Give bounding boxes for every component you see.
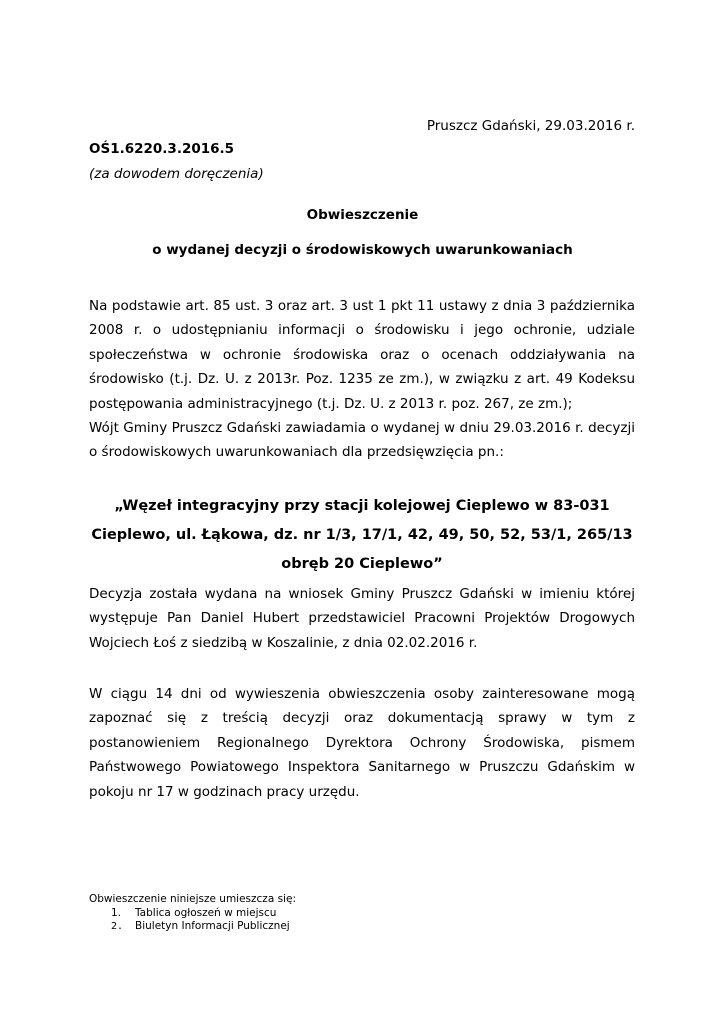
legal-basis-paragraph [89, 294, 635, 465]
list-item [89, 907, 296, 921]
place-date: Pruszcz Gdański, 29.03.2016 r. [426, 118, 635, 134]
list-item-text: Biuletyn Informacji Publicznej [135, 920, 290, 932]
document-title: Obwieszczenie [306, 207, 419, 223]
document-subtitle: o wydanej decyzji o środowiskowych uwarunkowaniach [152, 242, 573, 258]
list-item [89, 920, 296, 934]
list-item-number: 1. [111, 906, 122, 919]
posting-list [89, 907, 296, 934]
reference-number: OŚ1.6220.3.2016.5 [89, 141, 235, 157]
announcement-text: Wójt Gminy Pruszcz Gdański zawiadamia o wydanej w dniu 29.03.2016 r. decyzji o środowiskowych uwarunkowaniach dla przedsięwzięcia pn.: [89, 420, 635, 461]
decision-paragraph: Decyzja została wydana na wniosek Gminy Pruszcz Gdański w imieniu której występuje Pan Daniel Hubert przedstawiciel Pracowni Projektów Drogowych Wojciech Łoś z siedzibą w Koszalinie, z dnia 02.02.2016 r. [89, 586, 635, 651]
list-item-text: Tablica ogłoszeń w miejscu [135, 906, 277, 919]
posting-locations [89, 893, 296, 934]
project-name: „Węzeł integracyjny przy stacji kolejowej Cieplewo w 83-031 Cieplewo, ul. Łąkowa, dz. nr 1/3, 17/1, 42, 49, 50, 52, 53/1, 265/13 obręb 20 Cieplewo” [91, 498, 633, 572]
posting-intro: Obwieszczenie niniejsze umieszcza się: [89, 893, 296, 905]
legal-basis-text: Na podstawie art. 85 ust. 3 oraz art. 3 ust 1 pkt 11 ustawy z dnia 3 października 2008 r. o udostępnianiu informacji o środowisku i jego ochronie, udziale społeczeństwa w ochronie środowiska oraz o ocenach oddziaływania na środowisko (t.j. Dz. U. z 2013r. Poz. 1235 ze zm.), w związku z art. 49 Kodeksu postępowania administracyjnego (t.j. Dz. U. z 2013 r. poz. 267, ze zm.); [89, 298, 635, 412]
review-paragraph: W ciągu 14 dni od wywieszenia obwieszczenia osoby zainteresowane mogą zapoznać się z treścią decyzji oraz dokumentacją sprawy w tym z postanowieniem Regionalnego Dyrektora Ochrony Środowiska, pismem Państwowego Powiatowego Inspektora Sanitarnego w Pruszczu Gdańskim w pokoju nr 17 w godzinach pracy urzędu. [89, 686, 635, 800]
list-item-number: 2. [111, 921, 124, 932]
delivery-note: (za dowodem doręczenia) [89, 166, 264, 182]
